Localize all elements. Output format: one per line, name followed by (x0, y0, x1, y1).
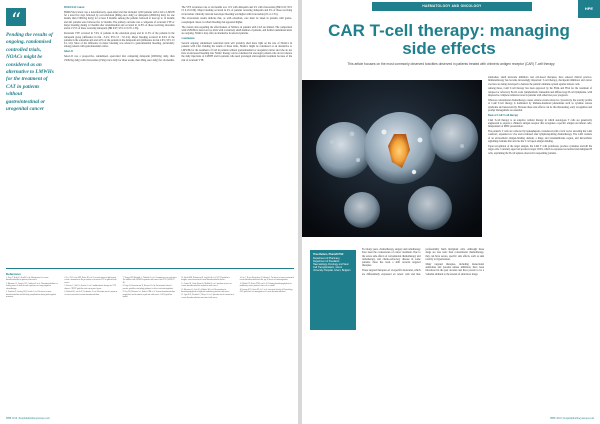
left-page (0, 0, 298, 424)
pull-quote: Pending the results of ongoing, randomised controlled trials, NOACs might be considered as an alternative to LMWHs for the treatment of CAT in patients without gastrointestinal or urogenital cancer (6, 32, 54, 113)
t-cell-left (316, 122, 372, 178)
body-paragraph: Many targeted therapies, including monoclonal antibodies and tyrosine kinase inhibitors, have been introduced in the past decades and have proven to be a valuable addition to the arsenal of anticancer drugs. (425, 262, 484, 276)
body-paragraph: For many years, chemotherapy, surgery and radiotherapy have been the cornerstones of cancer treatment. Due to the severe side effects of conventional chemotherapy and radiotherapy, and chemo-refractory disease in some patients, there has been a shift towards targeted therapies. (362, 248, 421, 268)
body-paragraph: Select-D was a prospective, randomised, open-label trial comparing dalteparin (200IU/kg daily, then 150IU/kg daily) with rivaroxaban (15mg twice daily for three weeks, then 20mg once daily) for six months. The VTE recurrence rate at six months was 11% with dalteparin and 4% with rivaroxaban (HR 0.43; 95% CI 0.19–0.99). Major bleeding occurred in 4% of patients receiving dalteparin and 6% of those receiving rivaroxaban; clinically relevant non-major bleeding was higher with rivaroxaban (4% vs 13%). (64, 6, 292, 62)
intro-article-body (362, 248, 484, 408)
body-paragraph: Recurrent VTE occurred in 7.9% of patients in the edoxaban group and in 11.3% of the patients in the dalteparin group (difference in risk −3.4%; 95% CI −7.0–0.2). Major bleeding occurred in 6.9% of the patients in the edoxaban arm and 4.0% of the patients in the dalteparin arm (difference in risk 2.9%; 95% CI 0.1–5.6). Most of the difference in major bleeding was related to gastrointestinal bleeding, particularly among patients with gastrointestinal cancer. (64, 32, 175, 49)
body-paragraph: The current data regarding the effectiveness of NOACs in patients with CAT are limited. The comparison with LMWHs is based on two trials with a relatively small number of patients, and further randomised trials are ongoing. NOACs may offer an alternative in selected patients. (181, 25, 292, 36)
reference-item: 8. Farge D, Bounameaux H, Brenner B et al. International clinical practice guidelines including guidance for direct oral anticoagulants. (122, 285, 174, 290)
author-name: Thea Reiters, PharmD PhD (313, 253, 344, 256)
references-section (6, 268, 294, 408)
reference-item: 14. Ay C, Beyer-Westendorf J, Pabinger I. Treatment of cancer-associated venous thromboembolism in the age of direct oral anticoagulants. (239, 277, 294, 282)
reference-item: 3. Prandoni P, Lensing AW, Piccioli A et al. Recurrent venous thromboembolism and bleeding complications during anticoagulant treatment. (6, 291, 56, 298)
section-subheading: Basis of CAR T-cell therapy (488, 113, 519, 117)
left-article-body (64, 6, 292, 266)
body-paragraph: Among these, CAR T-cell therapy has been approved by the EMA and FDA for the treatment of relapsed or refractory B-cell acute lymphoblastic leukaemia and diffuse large B-cell lymphoma, with impressive complete remission rates in patients with otherwise poor prognosis. (488, 87, 592, 98)
article-standfirst: This article focuses on the most commonly observed toxicities observed in patients treated with chimeric antigen receptor (CAR) T-cell therapy (347, 62, 555, 66)
page-footer-left: HHE 2019 | hospitalpharmacyeurope.com (6, 417, 50, 420)
body-paragraph: antibodies, small molecule inhibitors and cell-based therapies, have entered clinical practice. Immunotherapy has become increasingly important: T-cell therapy, checkpoint inhibitors and cancer vaccines are being developed to harness the patient's immune system against tumour cells. (488, 76, 592, 86)
body-paragraph: The rivaroxaban results indicate that, as with edoxaban, care must be taken in patients with gastro-oesophageal cancer, in whom bleeding risk appeared higher. (181, 17, 292, 24)
body-paragraph: These targeted therapies act on specific molecules, which are differentially expressed on cancer cells and thus preferentially harm malignant cells. Although these drugs are less toxic than conventional chemotherapy, they can have severe, specific side effects, such as skin toxicity or hypertension. (362, 248, 484, 276)
reference-item: 4. Lee AY, Levine MN, Baker RI et al. Low-molecular-weight heparin versus a coumarin for the prevention of recurrent VTE in patients with cancer. (64, 277, 117, 284)
car-t-cell-illustration (302, 80, 482, 237)
author-affiliation: Department of Pharmacy, Department of Paediatric Haematology-Oncology and Stem Cell Transplantation, Ghent University Hospital, Ghent, Belgium (313, 257, 351, 273)
references-title: References (6, 272, 21, 276)
body-paragraph: CAR T-cell therapy is an adoptive cellular therapy in which autologous T cells are genetically engineered to express a chimeric antigen receptor that recognises a specific antigen on tumour cells, independent of MHC presentation. (488, 118, 592, 129)
reference-item: 6. Raskob GE, van Es N, Verhamme P et al. Edoxaban for the treatment of cancer-associated venous thromboembolism. (64, 291, 118, 296)
section-tag: HAEMATOLOGY AND ONCOLOGY (372, 2, 532, 11)
page-footer-right: HHE 2019 | hospitalpharmacyeurope.com (550, 417, 594, 420)
tumour-cell-centre (364, 112, 436, 184)
reference-item: 11. Carrier M, Abou-Nassar K, Mallick R et al. Apixaban to prevent venous thromboembolism in patients with cancer. (181, 282, 232, 288)
body-paragraph: The patient's T cells are collected by leukapheresis, transduced with a viral vector encoding the CAR construct, expanded ex vivo and re-infused after lymphodepleting chemotherapy. The CAR consists of an extracellular antigen-binding domain, a hinge and transmembrane region, and intracellular signalling domains that activate the T cell upon antigen binding. (488, 130, 592, 144)
references-list (6, 277, 294, 407)
t-cell-right (430, 114, 478, 162)
article-headline: CAR T-cell therapy: managing side effects (328, 21, 570, 58)
body-paragraph: Upon recognition of the target antigen, the CAR T cells proliferate, produce cytokines and kill the target cells. Currently approved products target CD19, which is expressed on normal and malignant B cells, explaining the B-cell aplasia observed in responding patients. (488, 144, 592, 155)
reference-item: 7. Young AM, Marshall A, Thirlwall J et al. Comparison of an oral factor Xa inhibitor with LMWH in patients with cancer with VTE (SELECT-D). (122, 277, 177, 284)
section-subheading: HOKUSAI Cancer (64, 6, 85, 9)
reference-item: 5. Kearon C, Akl EA, Ornelas J et al. Antithrombotic therapy for VTE disease: CHEST guideline and expert panel report. (64, 285, 117, 290)
reference-item: 12. Khorana AA, Soff GA, Kakkar AK et al. Rivaroxaban for thromboprophylaxis in high-risk ambulatory patients with cancer. (181, 288, 230, 294)
reference-item: 13. Agnelli G, Becattini C, Meyer G et al. Apixaban for the treatment of venous thromboembolism associated with cancer. (181, 294, 235, 299)
right-page (302, 0, 600, 424)
body-paragraph: Several ongoing randomised controlled trials will probably shed more light on the role of NOACs in patients with CAT. Pending the results of these trials, NOACs might be considered as an alternative to LMWHs for the treatment of CAT in patients without gastrointestinal or urogenital cancer and who do not have an increased bleeding risk. NOAC therapy can be considered in oncologic patients who do not tolerate the daily injections of LMWH and in patients who need prolonged anticoagulant treatment because of the risk of recurrent VTE. (181, 42, 292, 62)
reference-item: 10. Streiff MB, Holmstrom B, Angelini D et al. NCCN guidelines insights: cancer-associated venous thromboembolic disease. (181, 277, 230, 282)
right-article-column (488, 76, 592, 406)
reference-item: 9. Key NS, Khorana AA, Kuderer NM et al. Venous thromboembolism prophylaxis and treatment in patients with cancer: ASCO guideline update. (122, 291, 176, 298)
section-subheading: Select-D (64, 50, 74, 54)
publication-logo: HPE (578, 0, 600, 18)
reference-item: 1. Gary T, Belaj K, Steidl K et al. Management of venous thromboembolism in patients with cancer. (6, 277, 49, 282)
reference-item: 2. Khorana AA, Francis CW, Culakova E et al. Thromboembolism is a leading cause of death in cancer patients receiving outpatient chemotherapy. (6, 282, 58, 290)
reference-item: 16. Lyman GH, Carrier M, Ay C et al. American Society of Hematology 2021 guidelines for management of venous thromboembolism. (239, 288, 293, 294)
body-paragraph: Whereas conventional chemotherapy causes adverse events related to cytotoxicity, the toxicity profile of CAR T-cell therapy is dominated by immune-mediated phenomena such as cytokine release syndrome and neurotoxicity. Because these side effects can be life-threatening, early recognition and prompt management are essential. (488, 98, 592, 112)
author-box (310, 250, 356, 330)
body-paragraph: HOKUSAI Cancer was a non-inferiority, open-label trial that included 1,050 patients with CAT to LMWH for a least five days followed by oral edoxaban (60mg once daily) or dalteparin (200IU/kg daily for one month, then 150IU/kg daily) for at least 6 months. Among the patients followed at least up to 12 months and 441 patients were followed for 12 months. The primary outcome was a composite of recurrent VTE or major bleeding during 12 months after randomisation and occurred in 12.8% of those receiving edoxaban and in 13.5% of those receiving dalteparin (HR 0.97; 95% CI 0.70–1.36). (64, 10, 175, 31)
reference-item: 15. Mulder FI, Bosch FTM, van Es N. Primary thromboprophylaxis in ambulatory cancer patients: where do we stand? (239, 282, 292, 288)
section-subheading: Conclusions (181, 37, 195, 41)
pull-quote-column (6, 8, 56, 113)
quote-mark-icon: “ (6, 8, 26, 26)
